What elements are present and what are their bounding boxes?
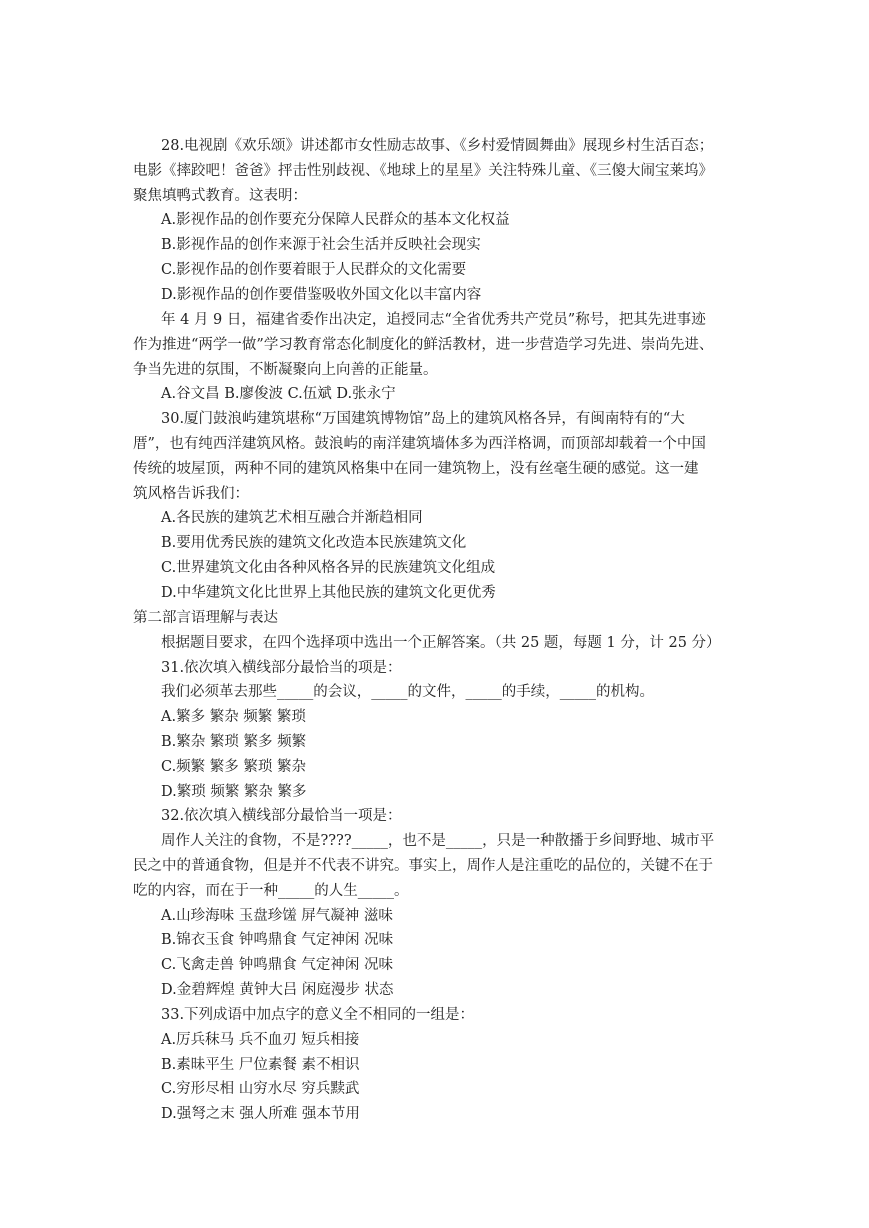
q33-option-a: A.厉兵秣马 兵不血刃 短兵相接	[161, 1032, 360, 1048]
q28-stem-line-2: 电影《摔跤吧！爸爸》抨击性别歧视、《地球上的星星》关注特殊儿童、《三傻大闹宝莱坞》	[133, 163, 713, 179]
q30-stem-line-2: 厝”，也有纯西洋建筑风格。鼓浪屿的南洋建筑墙体多为西洋格调，而顶部却载着一个中国	[133, 436, 706, 452]
q33-option-c: C.穷形尽相 山穷水尽 穷兵黩武	[161, 1081, 360, 1097]
section2-instruction: 根据题目要求，在四个选择项中选出一个正解答案。（共 25 题，每题 1 分，计 25 分）	[161, 635, 721, 651]
q32-option-d: D.金碧辉煌 黄钟大吕 闲庭漫步 状态	[161, 982, 394, 998]
q32-passage-line-1: 周作人关注的食物，不是????_____，也不是_____，只是一种散播于乡间野地、城市平	[161, 833, 715, 849]
q33-stem: 33.下列成语中加点字的意义全不相同的一组是：	[161, 1007, 475, 1023]
section2-title: 第二部言语理解与表达	[133, 610, 278, 626]
q33-option-b: B.素昧平生 尸位素餐 素不相识	[161, 1057, 360, 1073]
q28-option-a: A.影视作品的创作要充分保障人民群众的基本文化权益	[161, 212, 510, 228]
q32-stem: 32.依次填入横线部分最恰当一项是：	[161, 808, 402, 824]
q31-option-a: A.繁多 繁杂 频繁 繁琐	[161, 709, 306, 725]
q30-stem-line-4: 筑风格告诉我们：	[133, 486, 249, 502]
q29-stem-line-3: 争当先进的氛围，不断凝聚向上向善的正能量。	[133, 362, 438, 378]
q32-passage-line-3: 吃的内容，而在于一种_____的人生_____。	[133, 883, 409, 899]
q28-stem-line-3: 聚焦填鸭式教育。这表明：	[133, 188, 307, 204]
q30-option-a: A.各民族的建筑艺术相互融合并渐趋相同	[161, 510, 423, 526]
q32-passage-line-2: 民之中的普通食物，但是并不代表不讲究。事实上，周作人是注重吃的品位的，关键不在于	[133, 858, 713, 874]
q30-option-b: B.要用优秀民族的建筑文化改造本民族建筑文化	[161, 535, 467, 551]
q28-option-b: B.影视作品的创作来源于社会生活并反映社会现实	[161, 237, 481, 253]
q30-stem-line-1: 30.厦门鼓浪屿建筑堪称“万国建筑博物馆”岛上的建筑风格各异，有闽南特有的“大	[161, 411, 685, 427]
q30-option-d: D.中华建筑文化比世界上其他民族的建筑文化更优秀	[161, 585, 496, 601]
q29-stem-line-2: 作为推进“两学一做”学习教育常态化制度化的鲜活教材，进一步营造学习先进、崇尚先进、	[133, 337, 714, 353]
q28-option-c: C.影视作品的创作要着眼于人民群众的文化需要	[161, 262, 467, 278]
q29-stem-line-1: 年 4 月 9 日，福建省委作出决定，追授同志“全省优秀共产党员”称号，把其先进事迹	[161, 312, 706, 328]
q32-option-b: B.锦衣玉食 钟鸣鼎食 气定神闲 况味	[161, 932, 394, 948]
q28-stem-line-1: 28.电视剧《欢乐颂》讲述都市女性励志故事、《乡村爱情圆舞曲》展现乡村生活百态；	[161, 138, 714, 154]
q29-options: A.谷文昌 B.廖俊波 C.伍斌 D.张永宁	[161, 386, 396, 402]
q31-option-b: B.繁杂 繁琐 繁多 频繁	[161, 734, 307, 750]
q31-sentence: 我们必须革去那些_____的会议，_____的文件，_____的手续，_____的机构。	[161, 684, 654, 700]
q32-option-c: C.飞禽走兽 钟鸣鼎食 气定神闲 况味	[161, 957, 394, 973]
q30-option-c: C.世界建筑文化由各种风格各异的民族建筑文化组成	[161, 560, 496, 576]
q31-stem: 31.依次填入横线部分最恰当的项是：	[161, 660, 402, 676]
q30-stem-line-3: 传统的坡屋顶，两种不同的建筑风格集中在同一建筑物上，没有丝毫生硬的感觉。这一建	[133, 461, 699, 477]
q28-option-d: D.影视作品的创作要借鉴吸收外国文化以丰富内容	[161, 287, 482, 303]
q32-option-a: A.山珍海味 玉盘珍馐 屏气凝神 滋味	[161, 908, 393, 924]
q31-option-d: D.繁琐 频繁 繁杂 繁多	[161, 784, 307, 800]
q31-option-c: C.频繁 繁多 繁琐 繁杂	[161, 759, 307, 775]
q33-option-d: D.强弩之末 强人所难 强本节用	[161, 1106, 360, 1122]
